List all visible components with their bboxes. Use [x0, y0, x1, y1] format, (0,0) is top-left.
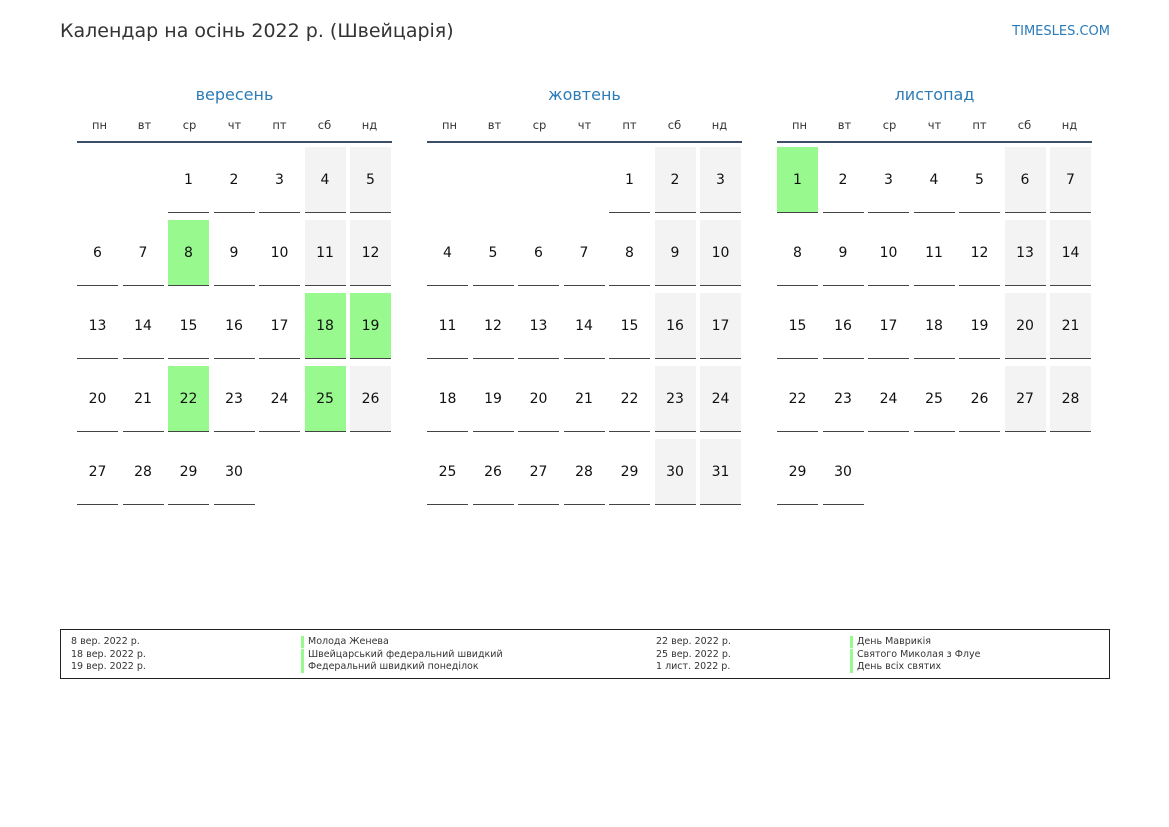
day-cell[interactable]: 12 — [959, 220, 1000, 286]
day-cell[interactable]: 16 — [823, 293, 864, 359]
day-grid — [77, 147, 392, 587]
day-cell[interactable]: 24 — [700, 366, 741, 432]
day-cell[interactable]: 28 — [564, 439, 605, 505]
month-1 — [427, 84, 742, 587]
header-divider — [777, 141, 1092, 143]
day-cell[interactable]: 9 — [214, 220, 255, 286]
day-cell[interactable]: 15 — [777, 293, 818, 359]
holiday-day-cell[interactable]: 22 — [168, 366, 209, 432]
weekday-label: пт — [972, 118, 987, 132]
day-cell[interactable]: 27 — [77, 439, 118, 505]
day-cell[interactable]: 22 — [777, 366, 818, 432]
legend-holiday-name: Святого Миколая з Флуе — [850, 649, 980, 660]
day-cell[interactable]: 16 — [655, 293, 696, 359]
legend-date: 22 вер. 2022 р. — [656, 636, 731, 647]
day-cell[interactable]: 20 — [1005, 293, 1046, 359]
day-cell[interactable]: 13 — [1005, 220, 1046, 286]
day-grid — [777, 147, 1092, 587]
day-cell[interactable]: 3 — [700, 147, 741, 213]
header-divider — [77, 141, 392, 143]
day-cell[interactable]: 29 — [777, 439, 818, 505]
day-cell[interactable]: 10 — [259, 220, 300, 286]
weekday-label: ср — [882, 118, 897, 132]
day-cell[interactable]: 11 — [914, 220, 955, 286]
day-cell[interactable]: 29 — [168, 439, 209, 505]
legend-holiday-name: Молода Женева — [301, 636, 389, 647]
day-cell[interactable]: 5 — [473, 220, 514, 286]
day-cell[interactable]: 7 — [123, 220, 164, 286]
month-name: жовтень — [548, 85, 621, 104]
legend-date: 8 вер. 2022 р. — [71, 636, 140, 647]
weekday-label: вт — [837, 118, 852, 132]
day-cell[interactable]: 24 — [868, 366, 909, 432]
day-cell[interactable]: 3 — [868, 147, 909, 213]
day-cell[interactable]: 17 — [259, 293, 300, 359]
holiday-day-cell[interactable]: 19 — [350, 293, 391, 359]
legend-date: 1 лист. 2022 р. — [656, 661, 731, 672]
day-cell[interactable]: 8 — [777, 220, 818, 286]
day-cell[interactable]: 3 — [259, 147, 300, 213]
day-cell[interactable]: 17 — [700, 293, 741, 359]
weekday-label: вт — [487, 118, 502, 132]
weekday-label: пт — [622, 118, 637, 132]
day-cell[interactable]: 12 — [350, 220, 391, 286]
day-cell[interactable]: 31 — [700, 439, 741, 505]
day-cell[interactable]: 18 — [427, 366, 468, 432]
day-cell[interactable]: 8 — [609, 220, 650, 286]
day-cell[interactable]: 6 — [1005, 147, 1046, 213]
day-cell[interactable]: 2 — [655, 147, 696, 213]
day-cell[interactable]: 11 — [427, 293, 468, 359]
legend-date: 18 вер. 2022 р. — [71, 648, 146, 660]
day-cell[interactable]: 23 — [823, 366, 864, 432]
weekday-label: сб — [317, 118, 332, 132]
month-2 — [777, 84, 1092, 587]
day-cell[interactable]: 28 — [123, 439, 164, 505]
weekday-label: пн — [441, 118, 458, 132]
day-cell[interactable]: 17 — [868, 293, 909, 359]
legend-date: 19 вер. 2022 р. — [71, 661, 146, 672]
day-cell[interactable]: 10 — [868, 220, 909, 286]
day-cell[interactable]: 23 — [655, 366, 696, 432]
month-0 — [77, 84, 392, 587]
day-cell[interactable]: 27 — [518, 439, 559, 505]
day-cell[interactable]: 11 — [305, 220, 346, 286]
weekday-label: сб — [1017, 118, 1032, 132]
legend-holiday-name: Швейцарський федеральний швидкий — [301, 649, 503, 660]
day-cell[interactable]: 18 — [914, 293, 955, 359]
weekday-header — [77, 117, 392, 133]
holiday-day-cell[interactable]: 8 — [168, 220, 209, 286]
weekday-header — [427, 117, 742, 133]
legend-holiday-name: День Маврикія — [850, 636, 931, 647]
day-cell[interactable]: 13 — [77, 293, 118, 359]
day-cell[interactable]: 4 — [427, 220, 468, 286]
day-cell[interactable]: 2 — [823, 147, 864, 213]
weekday-label: ср — [182, 118, 197, 132]
day-cell[interactable]: 14 — [1050, 220, 1091, 286]
day-cell[interactable]: 5 — [959, 147, 1000, 213]
holiday-day-cell[interactable]: 25 — [305, 366, 346, 432]
day-cell[interactable]: 4 — [914, 147, 955, 213]
weekday-label: чт — [577, 118, 592, 132]
day-cell[interactable]: 20 — [518, 366, 559, 432]
holiday-day-cell[interactable]: 1 — [777, 147, 818, 213]
day-cell[interactable]: 24 — [259, 366, 300, 432]
day-cell[interactable]: 27 — [1005, 366, 1046, 432]
weekday-label: нд — [361, 118, 378, 132]
day-cell[interactable]: 15 — [168, 293, 209, 359]
day-cell[interactable]: 23 — [214, 366, 255, 432]
day-cell[interactable]: 5 — [350, 147, 391, 213]
day-cell[interactable]: 30 — [823, 439, 864, 505]
day-cell[interactable]: 13 — [518, 293, 559, 359]
day-cell[interactable]: 16 — [214, 293, 255, 359]
day-cell[interactable]: 14 — [564, 293, 605, 359]
day-cell[interactable]: 25 — [914, 366, 955, 432]
weekday-label: пн — [791, 118, 808, 132]
day-cell[interactable]: 15 — [609, 293, 650, 359]
day-cell[interactable]: 6 — [77, 220, 118, 286]
day-cell[interactable]: 21 — [1050, 293, 1091, 359]
day-cell[interactable]: 26 — [350, 366, 391, 432]
weekday-label: пт — [272, 118, 287, 132]
day-cell[interactable]: 28 — [1050, 366, 1091, 432]
day-cell[interactable]: 19 — [473, 366, 514, 432]
weekday-label: чт — [927, 118, 942, 132]
day-cell[interactable]: 30 — [214, 439, 255, 505]
day-cell[interactable]: 21 — [123, 366, 164, 432]
day-cell[interactable]: 12 — [473, 293, 514, 359]
day-cell[interactable]: 9 — [655, 220, 696, 286]
weekday-label: нд — [1061, 118, 1078, 132]
day-cell[interactable]: 10 — [700, 220, 741, 286]
day-cell[interactable]: 4 — [305, 147, 346, 213]
day-cell[interactable]: 6 — [518, 220, 559, 286]
day-cell[interactable]: 29 — [609, 439, 650, 505]
month-name: листопад — [894, 85, 975, 104]
day-cell[interactable]: 7 — [1050, 147, 1091, 213]
weekday-label: сб — [667, 118, 682, 132]
weekday-label: вт — [137, 118, 152, 132]
month-name: вересень — [195, 85, 274, 104]
holiday-legend — [60, 629, 1110, 679]
legend-date: 25 вер. 2022 р. — [656, 648, 731, 660]
weekday-label: пн — [91, 118, 108, 132]
day-cell[interactable]: 30 — [655, 439, 696, 505]
day-cell[interactable]: 25 — [427, 439, 468, 505]
weekday-header — [777, 117, 1092, 133]
day-cell[interactable]: 19 — [959, 293, 1000, 359]
weekday-label: нд — [711, 118, 728, 132]
day-cell[interactable]: 14 — [123, 293, 164, 359]
page-title: Календар на осінь 2022 р. (Швейцарія) — [60, 20, 454, 42]
site-link[interactable]: TIMESLES.COM — [1012, 24, 1110, 39]
day-cell[interactable]: 21 — [564, 366, 605, 432]
legend-holiday-name: Федеральний швидкий понеділок — [301, 661, 479, 672]
day-cell[interactable]: 9 — [823, 220, 864, 286]
day-cell[interactable]: 2 — [214, 147, 255, 213]
day-cell[interactable]: 1 — [168, 147, 209, 213]
weekday-label: ср — [532, 118, 547, 132]
day-cell[interactable]: 22 — [609, 366, 650, 432]
day-cell[interactable]: 1 — [609, 147, 650, 213]
holiday-day-cell[interactable]: 18 — [305, 293, 346, 359]
header-divider — [427, 141, 742, 143]
weekday-label: чт — [227, 118, 242, 132]
day-cell[interactable]: 26 — [959, 366, 1000, 432]
day-cell[interactable]: 26 — [473, 439, 514, 505]
day-cell[interactable]: 7 — [564, 220, 605, 286]
legend-holiday-name: День всіх святих — [850, 661, 941, 672]
day-cell[interactable]: 20 — [77, 366, 118, 432]
day-grid — [427, 147, 742, 587]
